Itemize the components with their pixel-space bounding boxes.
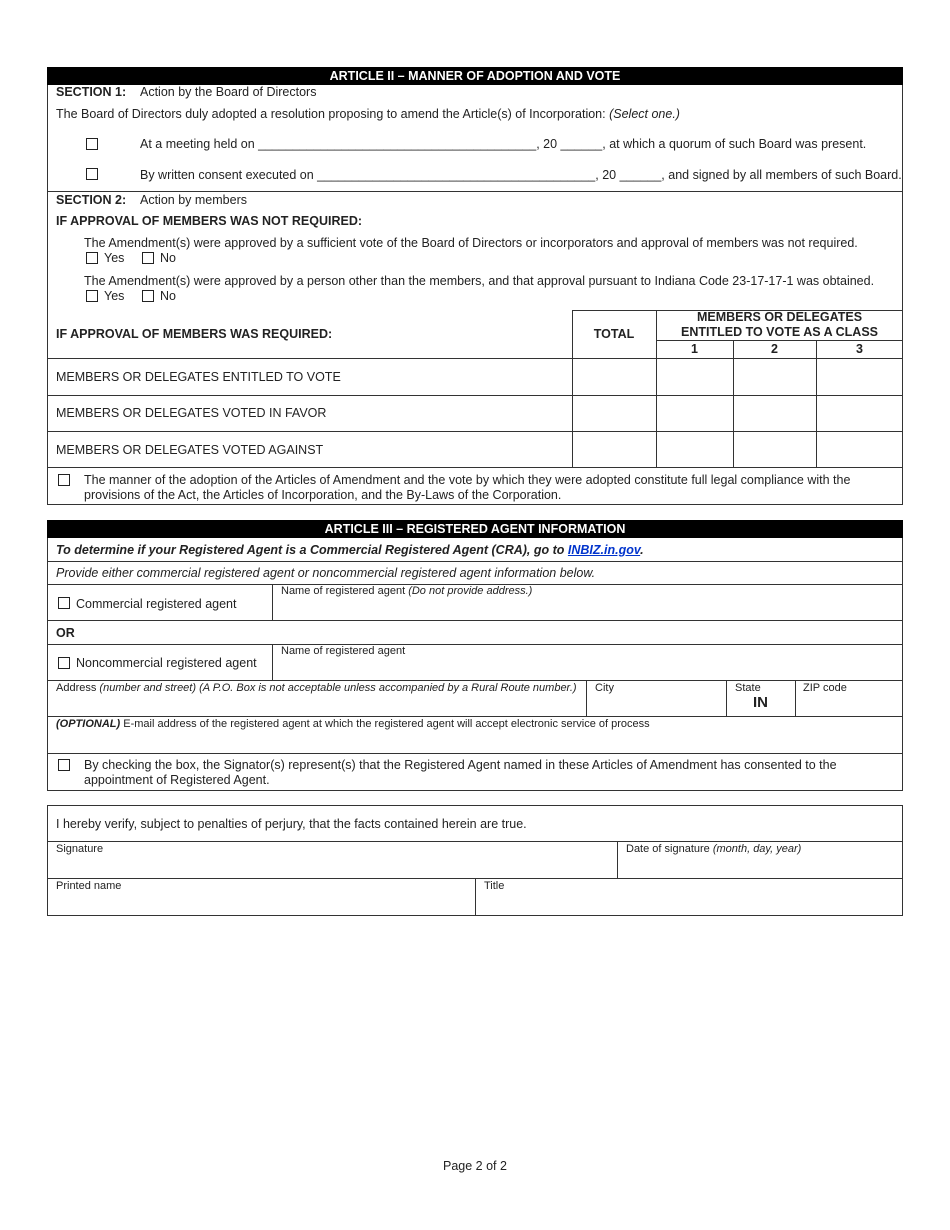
zip-label: ZIP code — [803, 682, 847, 694]
section-1-intro: The Board of Directors duly adopted a resolution proposing to amend the Article(s) of Incorporation: (Select one.) — [56, 107, 680, 121]
statement-2-no-label: No — [160, 289, 176, 303]
noncommercial-agent-label: Noncommercial registered agent — [76, 656, 257, 670]
printed-name-field[interactable] — [48, 894, 474, 914]
statement-2-yes-checkbox[interactable] — [86, 290, 98, 302]
email-label: (OPTIONAL) E-mail address of the registered agent at which the registered agent will accept electronic service of process — [56, 718, 650, 730]
total-header: TOTAL — [593, 327, 635, 341]
class-header: MEMBERS OR DELEGATES ENTITLED TO VOTE AS A CLASS — [680, 310, 878, 339]
noncommercial-agent-checkbox[interactable] — [58, 657, 70, 669]
section-2-title: Action by members — [140, 193, 247, 207]
title-field[interactable] — [476, 894, 902, 914]
compliance-text: The manner of the adoption of the Articles of Amendment and the vote by which they were adopted constitute full legal compliance with the provisions of the Act, the Articles of Incorporation, and the By-Laws of the Corporation. — [84, 473, 851, 502]
consent-text: By checking the box, the Signator(s) represent(s) that the Registered Agent named in these Articles of Amendment has consented to the appointment of Registered Agent. — [84, 758, 837, 787]
printed-name-label: Printed name — [56, 880, 122, 892]
against-class-1-cell[interactable] — [657, 432, 733, 467]
statement-1-yes-checkbox[interactable] — [86, 252, 98, 264]
class-col-3: 3 — [856, 342, 863, 356]
meeting-checkbox[interactable] — [86, 138, 98, 150]
section-1-title: Action by the Board of Directors — [140, 85, 317, 99]
favor-class-3-cell[interactable] — [817, 396, 903, 431]
entitled-class-2-cell[interactable] — [734, 359, 816, 395]
class-col-2: 2 — [771, 342, 778, 356]
class-col-1: 1 — [691, 342, 698, 356]
state-value: IN — [753, 694, 768, 711]
cra-instruction: To determine if your Registered Agent is a Commercial Registered Agent (CRA), go to INBIZ.in.gov. — [56, 543, 644, 557]
row-against-label: MEMBERS OR DELEGATES VOTED AGAINST — [56, 443, 324, 457]
article-3-header: ARTICLE III – REGISTERED AGENT INFORMATION — [47, 520, 903, 538]
page-number: Page 2 of 2 — [443, 1159, 507, 1173]
entitled-total-cell[interactable] — [573, 359, 656, 395]
inbiz-link[interactable]: INBIZ.in.gov — [567, 543, 641, 557]
address-label: Address (number and street) (A P.O. Box is not acceptable unless accompanied by a Rural Route number.) — [56, 682, 577, 694]
commercial-name-label: Name of registered agent (Do not provide address.) — [281, 585, 533, 597]
noncommercial-name-label: Name of registered agent — [281, 645, 406, 657]
against-total-cell[interactable] — [573, 432, 656, 467]
article-2-header: ARTICLE II – MANNER OF ADOPTION AND VOTE — [47, 67, 903, 85]
not-required-heading: IF APPROVAL OF MEMBERS WAS NOT REQUIRED: — [56, 214, 363, 228]
vote-table — [47, 310, 903, 468]
written-consent-option-text: By written consent executed on ________________________________________, 20 ______, and signed by all members of such Board. — [140, 168, 902, 182]
against-class-2-cell[interactable] — [734, 432, 816, 467]
favor-class-2-cell[interactable] — [734, 396, 816, 431]
section-1-label: SECTION 1: — [56, 85, 127, 99]
statement-1-yes-label: Yes — [104, 251, 125, 265]
city-label: City — [595, 682, 614, 694]
statement-1-no-checkbox[interactable] — [142, 252, 154, 264]
statement-2: The Amendment(s) were approved by a person other than the members, and that approval pursuant to Indiana Code 23-17-17-1 was obtained. — [84, 274, 875, 288]
favor-total-cell[interactable] — [573, 396, 656, 431]
commercial-agent-label: Commercial registered agent — [76, 597, 237, 611]
entitled-class-1-cell[interactable] — [657, 359, 733, 395]
statement-1-no-label: No — [160, 251, 176, 265]
entitled-class-3-cell[interactable] — [817, 359, 903, 395]
date-label: Date of signature (month, day, year) — [626, 843, 802, 855]
favor-class-1-cell[interactable] — [657, 396, 733, 431]
zip-field[interactable] — [796, 696, 902, 716]
city-field[interactable] — [587, 696, 726, 716]
signature-label: Signature — [56, 843, 104, 855]
consent-checkbox[interactable] — [58, 759, 70, 771]
statement-2-no-checkbox[interactable] — [142, 290, 154, 302]
statement-1: The Amendment(s) were approved by a sufficient vote of the Board of Directors or incorporators and approval of members was not required. — [84, 236, 858, 250]
compliance-checkbox[interactable] — [58, 474, 70, 486]
provide-instruction: Provide either commercial registered agent or noncommercial registered agent information below. — [56, 566, 596, 580]
state-label: State — [735, 682, 761, 694]
noncommercial-name-field[interactable] — [273, 660, 902, 680]
or-label: OR — [56, 626, 75, 640]
address-field[interactable] — [48, 696, 586, 716]
statement-2-yes-label: Yes — [104, 289, 125, 303]
meeting-option-text: At a meeting held on ________________________________________, 20 ______, at which a quorum of such Board was present. — [140, 137, 867, 151]
title-label: Title — [484, 880, 505, 892]
email-field[interactable] — [48, 732, 902, 752]
commercial-agent-checkbox[interactable] — [58, 597, 70, 609]
against-class-3-cell[interactable] — [817, 432, 903, 467]
commercial-name-field[interactable] — [273, 599, 902, 620]
written-consent-checkbox[interactable] — [86, 168, 98, 180]
row-entitled-label: MEMBERS OR DELEGATES ENTITLED TO VOTE — [56, 370, 341, 384]
divider — [47, 191, 903, 192]
section-2-label: SECTION 2: — [56, 193, 127, 207]
signature-field[interactable] — [48, 858, 616, 878]
required-heading: IF APPROVAL OF MEMBERS WAS REQUIRED: — [56, 327, 333, 341]
verification-text: I hereby verify, subject to penalties of perjury, that the facts contained herein are true. — [56, 817, 527, 831]
date-field[interactable] — [618, 858, 902, 878]
row-favor-label: MEMBERS OR DELEGATES VOTED IN FAVOR — [56, 406, 327, 420]
